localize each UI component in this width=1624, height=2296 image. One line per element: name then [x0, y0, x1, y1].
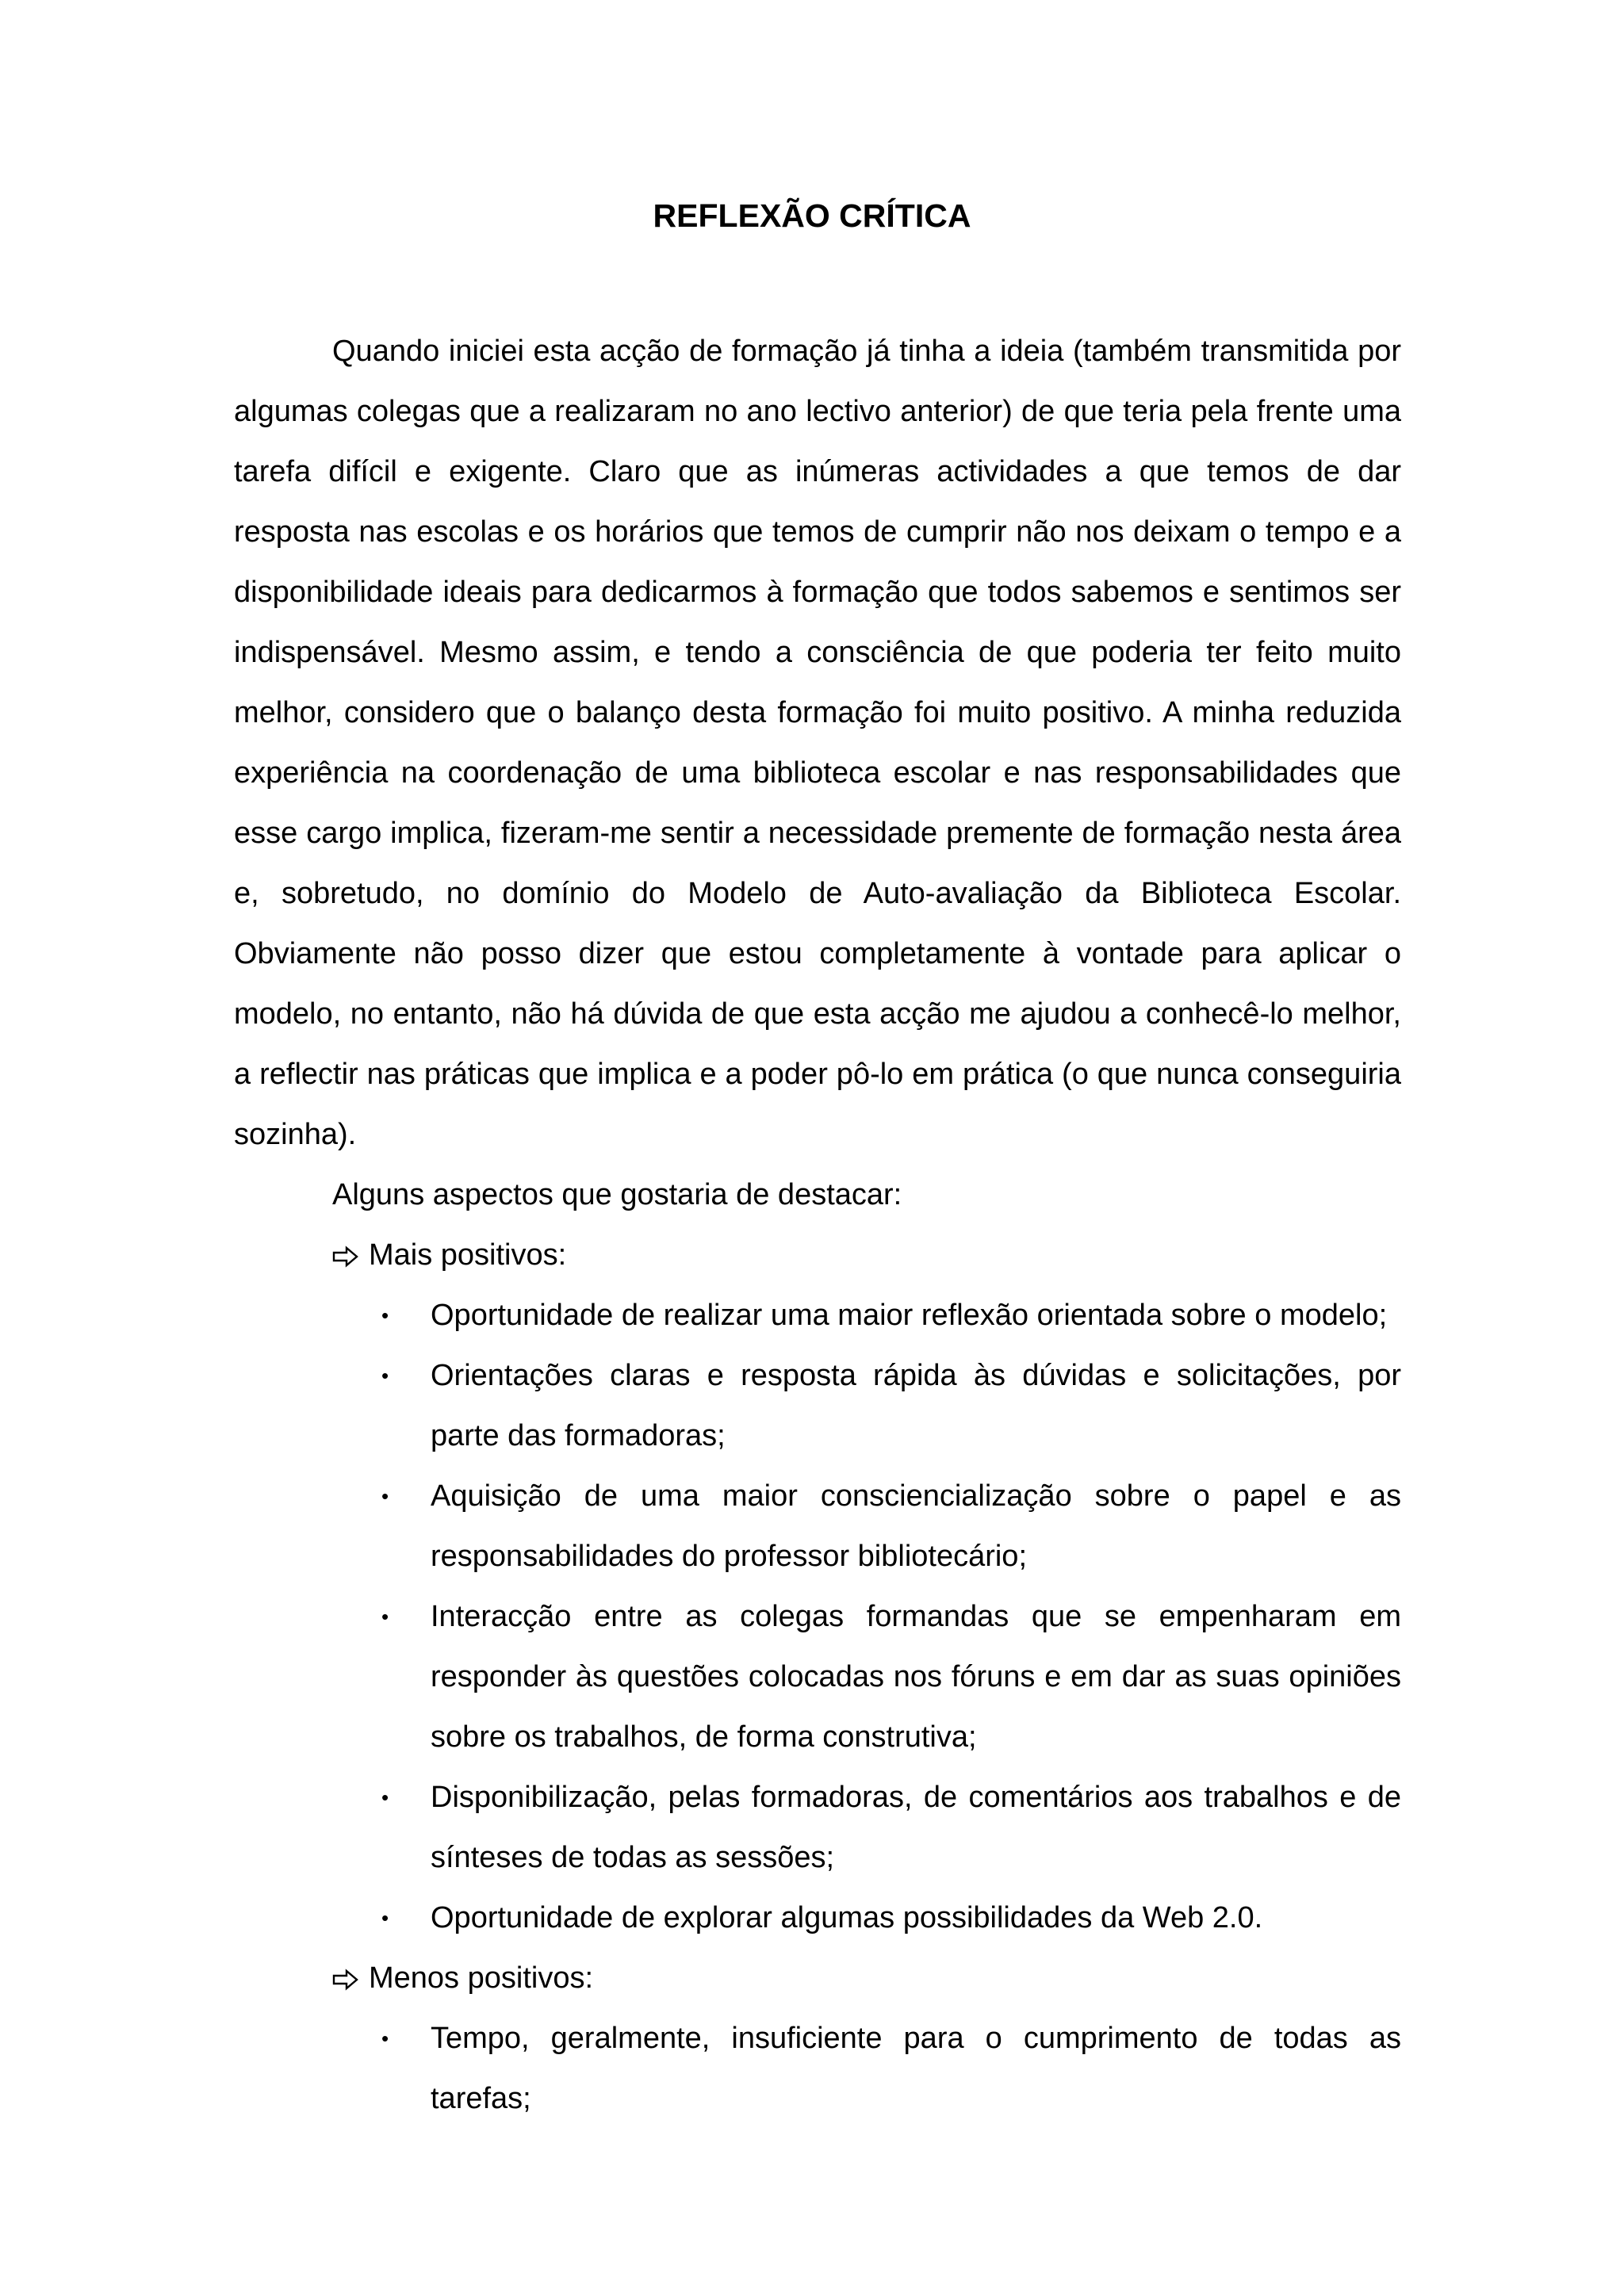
negative-heading-row: [234, 1948, 1401, 2008]
positive-list: [234, 1285, 1401, 1948]
arrow-right-outline-icon: [332, 1969, 369, 1991]
bullet-dot-icon: •: [381, 1303, 389, 1327]
list-item: [234, 1888, 1401, 1948]
list-item-text: Aquisição de uma maior consciencialização sobre o papel e as responsabilidades do professor bibliotecário;: [431, 1479, 1401, 1573]
list-item: [234, 1767, 1401, 1888]
list-item: [234, 1586, 1401, 1767]
aspects-intro: Alguns aspectos que gostaria de destacar:: [332, 1178, 902, 1211]
page-title: REFLEXÃO CRÍTICA: [653, 197, 971, 234]
bullet-dot-icon: •: [381, 1484, 389, 1508]
list-item-text: Oportunidade de explorar algumas possibilidades da Web 2.0.: [431, 1901, 1263, 1934]
bullet-dot-icon: •: [381, 1785, 389, 1809]
list-item-text: Orientações claras e resposta rápida às dúvidas e solicitações, por parte das formadoras;: [431, 1359, 1401, 1452]
bullet-dot-icon: •: [381, 2026, 389, 2050]
list-item-text: Oportunidade de realizar uma maior reflexão orientada sobre o modelo;: [431, 1299, 1388, 1332]
document-body: [234, 321, 1401, 2129]
list-item-text: Tempo, geralmente, insuficiente para o cumprimento de todas as tarefas;: [431, 2022, 1401, 2115]
list-item: [234, 1466, 1401, 1586]
bullet-dot-icon: •: [381, 1364, 389, 1387]
arrow-right-outline-icon: [332, 1246, 369, 1268]
list-item-text: Disponibilização, pelas formadoras, de comentários aos trabalhos e de sínteses de todas as sessões;: [431, 1781, 1401, 1874]
list-item: [234, 1345, 1401, 1466]
negative-list: [234, 2008, 1401, 2129]
list-item: [234, 2008, 1401, 2129]
positive-heading-row: [234, 1225, 1401, 1285]
intro-paragraph: Quando iniciei esta acção de formação já tinha a ideia (também transmitida por algumas colegas que a realizaram no ano lectivo anterior) de que teria pela frente uma tarefa difícil e exigente. Claro que as inúmeras actividades a que temos de dar resposta nas escolas e os horários que temos de cumprir não nos deixam o tempo e a disponibilidade ideais para dedicarmos à formação que todos sabemos e sentimos ser indispensável. Mesmo assim, e tendo a consciência de que poderia ter feito muito melhor, considero que o balanço desta formação foi muito positivo. A minha reduzida experiência na coordenação de uma biblioteca escolar e nas responsabilidades que esse cargo implica, fizeram-me sentir a necessidade premente de formação nesta área e, sobretudo, no domínio do Modelo de Auto-avaliação da Biblioteca Escolar. Obviamente não posso dizer que estou completamente à vontade para aplicar o modelo, no entanto, não há dúvida de que esta acção me ajudou a conhecê-lo melhor, a reflectir nas práticas que implica e a poder pô-lo em prática (o que nunca conseguiria sozinha).: [234, 335, 1401, 1151]
bullet-dot-icon: •: [381, 1605, 389, 1628]
bullet-dot-icon: •: [381, 1906, 389, 1930]
list-item-text: Interacção entre as colegas formandas que se empenharam em responder às questões colocadas nos fóruns e em dar as suas opiniões sobre os trabalhos, de forma construtiva;: [431, 1600, 1401, 1754]
negative-heading: Menos positivos:: [369, 1961, 594, 1995]
positive-heading: Mais positivos:: [369, 1238, 567, 1272]
list-item: [234, 1285, 1401, 1345]
